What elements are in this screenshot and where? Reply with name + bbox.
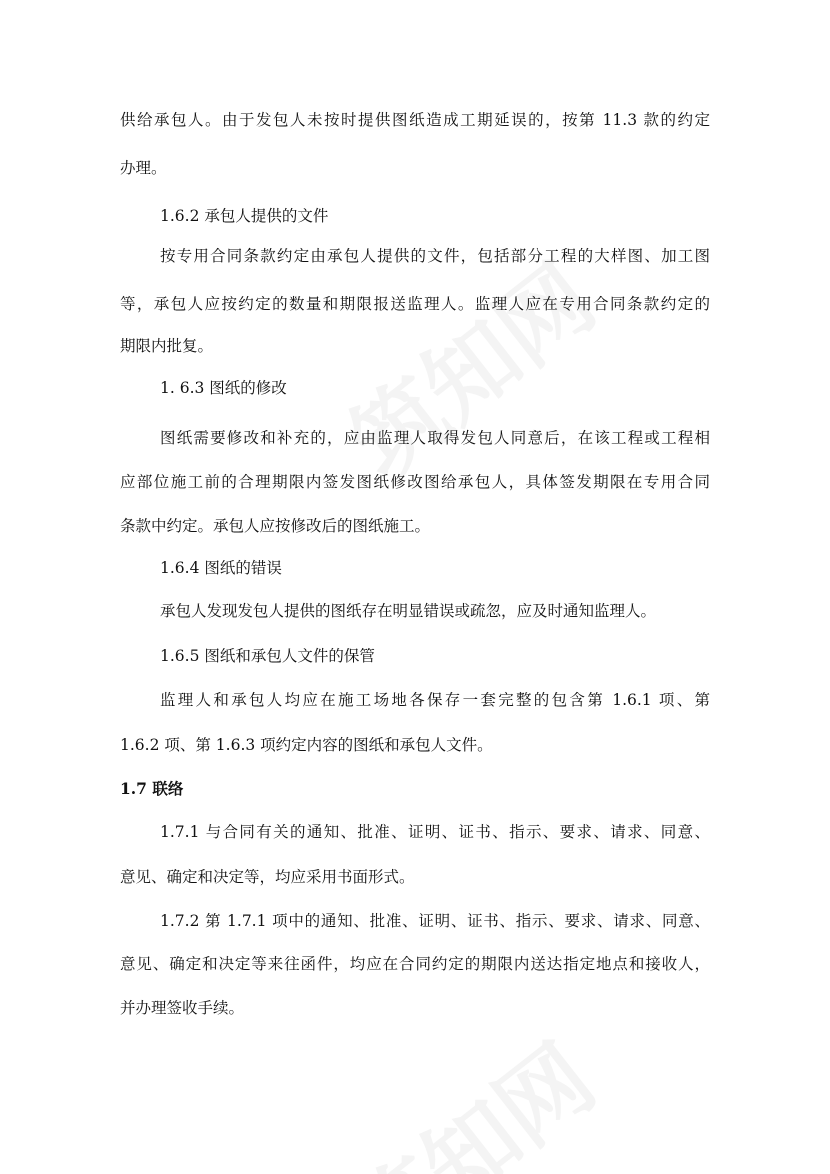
paragraph-line: 意见、确定和决定等来往函件，均应在合同约定的期限内送达指定地点和接收人，: [120, 955, 710, 973]
paragraph-line: 图纸需要修改和补充的，应由监理人取得发包人同意后，在该工程或工程相: [160, 429, 710, 447]
paragraph-line: 等，承包人应按约定的数量和期限报送监理人。监理人应在专用合同条款约定的: [120, 295, 710, 313]
section-heading: 1.6.2 承包人提供的文件: [160, 207, 329, 225]
section-heading: 1.6.4 图纸的错误: [160, 559, 282, 577]
section-heading: 1. 6.3 图纸的修改: [160, 379, 287, 397]
paragraph-line: 1.6.2 项、第 1.6.3 项约定内容的图纸和承包人文件。: [120, 736, 493, 754]
paragraph-line: 承包人发现发包人提供的图纸存在明显错误或疏忽，应及时通知监理人。: [160, 602, 657, 620]
paragraph-line: 应部位施工前的合理期限内签发图纸修改图给承包人，具体签发期限在专用合同: [120, 473, 710, 491]
paragraph-line: 意见、确定和决定等，均应采用书面形式。: [120, 868, 415, 886]
paragraph-line: 条款中约定。承包人应按修改后的图纸施工。: [120, 517, 431, 535]
paragraph-line: 供给承包人。由于发包人未按时提供图纸造成工期延误的，按第 11.3 款的约定: [120, 111, 710, 129]
paragraph-line: 并办理签收手续。: [120, 999, 245, 1017]
paragraph-line: 按专用合同条款约定由承包人提供的文件，包括部分工程的大样图、加工图: [160, 247, 710, 265]
chapter-heading: 1.7 联络: [120, 779, 184, 798]
watermark-text: [319, 1009, 618, 1174]
watermark-text: [319, 229, 618, 503]
paragraph-line: 1.7.1 与合同有关的通知、批准、证明、证书、指示、要求、请求、同意、: [160, 823, 710, 841]
section-heading: 1.6.5 图纸和承包人文件的保管: [160, 647, 375, 665]
paragraph-line: 监理人和承包人均应在施工场地各保存一套完整的包含第 1.6.1 项、第: [160, 691, 710, 709]
paragraph-line: 办理。: [120, 159, 167, 177]
paragraph-line: 1.7.2 第 1.7.1 项中的通知、批准、证明、证书、指示、要求、请求、同意、: [160, 912, 710, 930]
paragraph-line: 期限内批复。: [120, 337, 214, 355]
